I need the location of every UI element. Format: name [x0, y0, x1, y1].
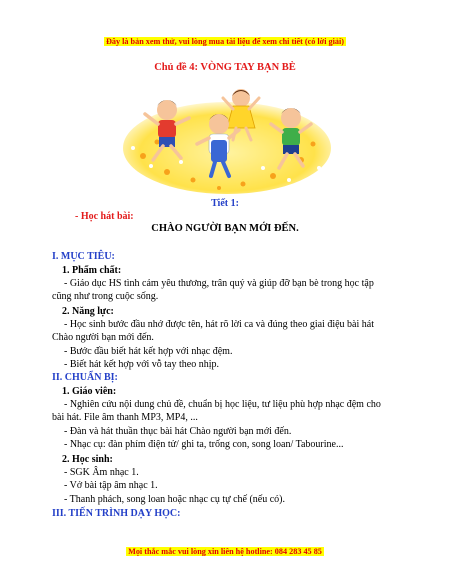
student-heading: 2. Học sinh:	[62, 454, 113, 465]
preview-notice-text: Đây là bản xem thử, vui lòng mua tài liệu để xem chi tiết (có lời giải)	[105, 37, 344, 46]
student-text-2: - Vở bài tập âm nhạc 1.	[64, 480, 158, 491]
teacher-text-1: - Nghiên cứu nội dung chủ đề, chuẩn bị học liệu, tư liệu phù hợp nhạc đệm cho	[64, 399, 381, 410]
quality-heading: 1. Phẩm chất:	[62, 265, 122, 276]
quality-text-1: - Giáo dục HS tình cảm yêu thương, trân quý và giúp đỡ bạn bè trong học tập	[64, 278, 374, 289]
student-text-1: - SGK Âm nhạc 1.	[64, 467, 139, 478]
student-text-3: - Thanh phách, song loan hoặc nhạc cụ tự chế (nếu có).	[64, 494, 285, 505]
teacher-text-2: bài hát. File âm thanh MP3, MP4, ...	[52, 412, 198, 423]
ability-text-4: - Biết hát kết hợp với vỗ tay theo nhịp.	[64, 359, 219, 370]
teacher-heading: 1. Giáo viên:	[62, 386, 117, 397]
song-title: CHÀO NGƯỜI BẠN MỚI ĐẾN.	[151, 223, 299, 234]
activity-label: - Học hát bài:	[75, 211, 134, 222]
section-objectives-heading: I. MỤC TIÊU:	[52, 251, 115, 262]
ability-text-1: - Học sinh bước đầu nhớ được tên, hát rõ lời ca và đúng theo giai điệu bài hát	[64, 319, 374, 330]
lesson-label: Tiết 1:	[211, 198, 239, 209]
ability-text-2: Chào người bạn mới đến.	[52, 332, 154, 343]
teacher-text-4: - Nhạc cụ: đàn phím điện tử/ ghi ta, trống con, song loan/ Tabourine...	[64, 439, 344, 450]
hotline-notice-text: Mọi thắc mắc vui lòng xin liên hệ hotline: 084 283 45 85	[128, 547, 322, 556]
ability-text-3: - Bước đầu biết hát kết hợp với nhạc đệm.	[64, 346, 233, 357]
topic-title: Chủ đề 4: VÒNG TAY BẠN BÈ	[154, 62, 296, 73]
section-preparation-heading: II. CHUẨN BỊ:	[52, 372, 118, 383]
preview-notice-banner	[0, 37, 450, 47]
ability-heading: 2. Năng lực:	[62, 306, 114, 317]
quality-text-2: cũng như trong cuộc sống.	[52, 291, 159, 302]
children-playing-illustration	[123, 84, 331, 194]
teacher-text-3: - Đàn và hát thuần thục bài hát Chào người bạn mới đến.	[64, 426, 292, 437]
section-process-heading: III. TIẾN TRÌNH DẠY HỌC:	[52, 508, 181, 519]
hotline-notice-banner	[0, 547, 450, 557]
